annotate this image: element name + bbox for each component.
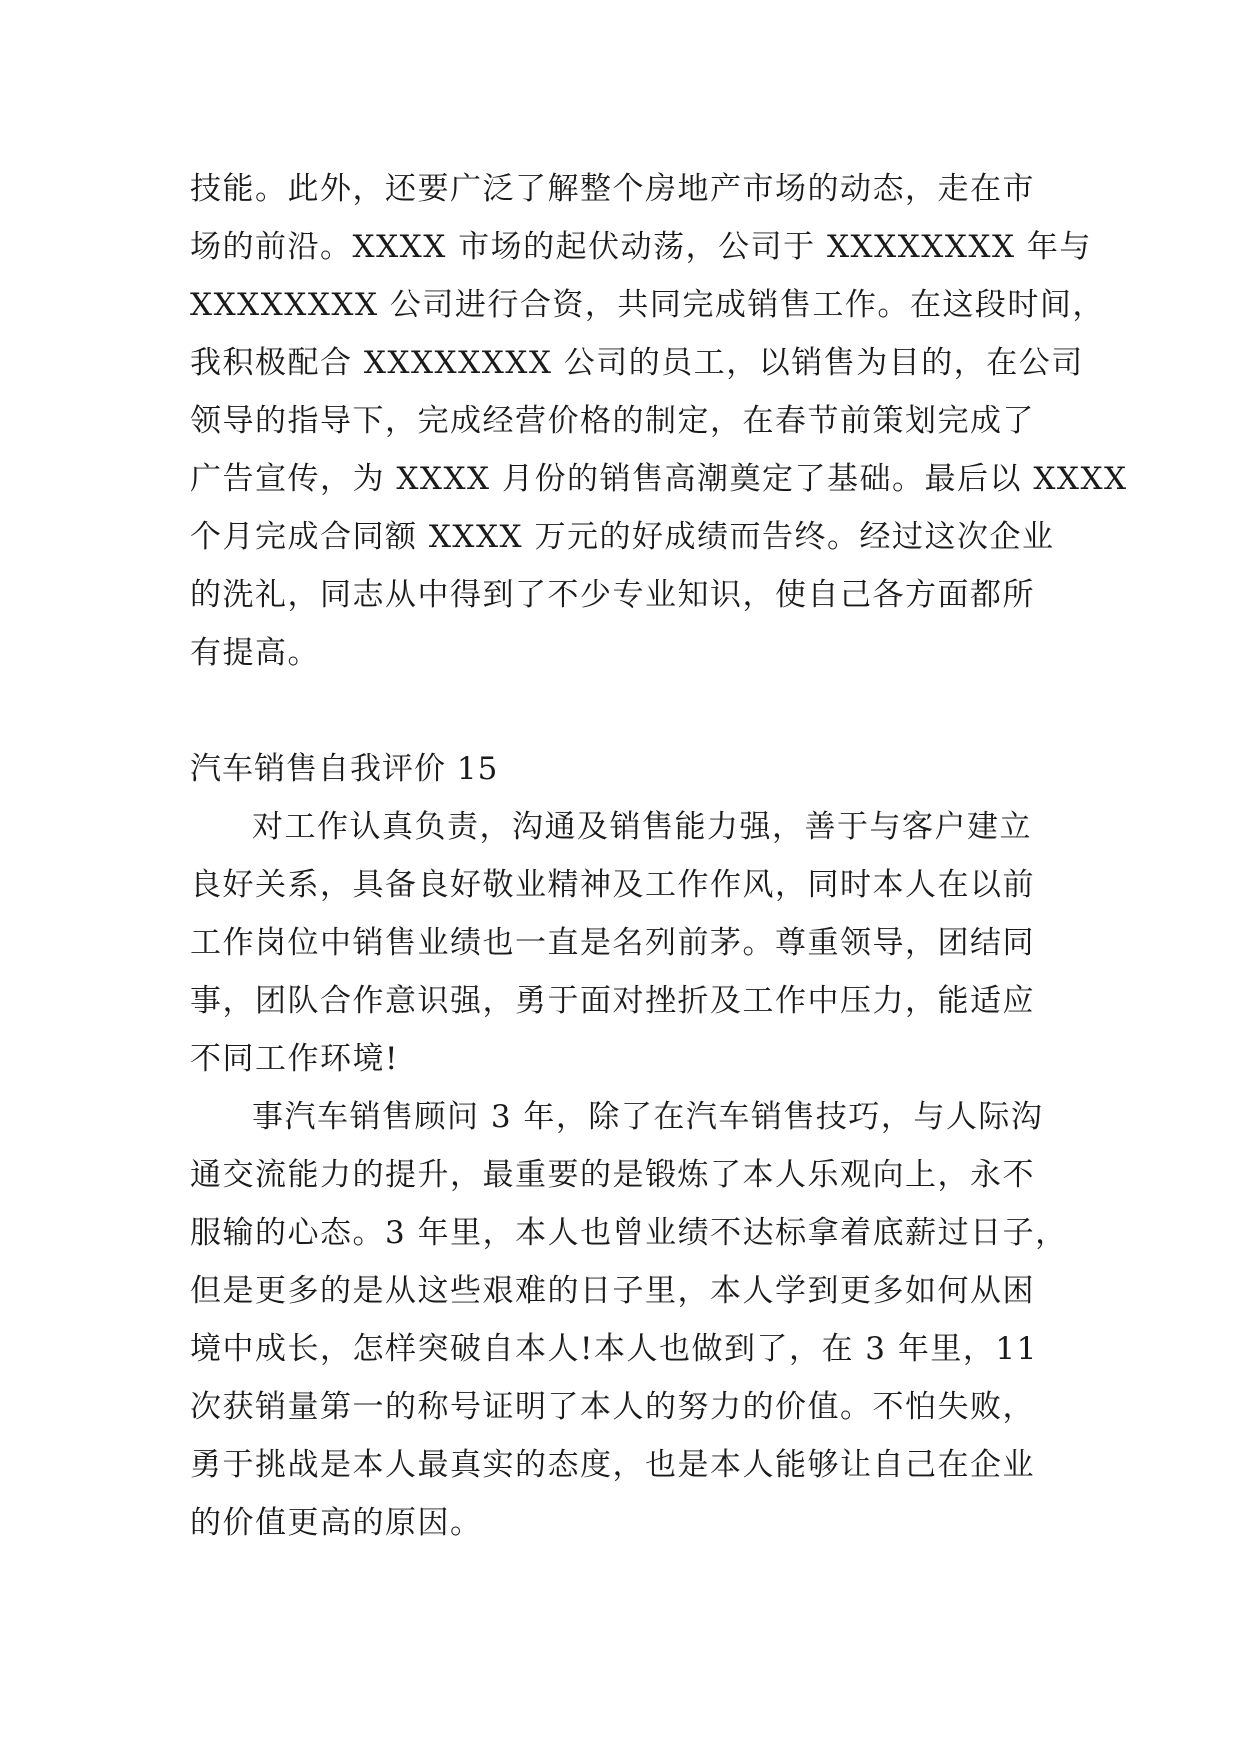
paragraph-line: 的价值更高的原因。: [190, 1505, 483, 1541]
paragraph-line: 技能。此外，还要广泛了解整个房地产市场的动态，走在市: [190, 171, 1035, 207]
document-body: [190, 160, 1128, 1552]
paragraph-line: 对工作认真负责，沟通及销售能力强，善于与客户建立: [252, 809, 1032, 845]
paragraph-line: 个月完成合同额 XXXX 万元的好成绩而告终。经过这次企业: [190, 519, 1055, 555]
paragraph-line: XXXXXXXX 公司进行合资，共同完成销售工作。在这段时间，: [190, 287, 1105, 323]
paragraph-sales-experience: [190, 1088, 1068, 1552]
paragraph-line: 领导的指导下，完成经营价格的制定，在春节前策划完成了: [190, 403, 1035, 439]
paragraph-line: 通交流能力的提升，最重要的是锻炼了本人乐观向上，永不: [190, 1157, 1035, 1193]
paragraph-line: 有提高。: [190, 635, 320, 671]
paragraph-line: 工作岗位中销售业绩也一直是名列前茅。尊重领导，团结同: [190, 925, 1035, 961]
paragraph-real-estate: [190, 160, 1128, 682]
section-heading: 汽车销售自我评价 15: [190, 751, 499, 787]
paragraph-line: 境中成长，怎样突破自本人!本人也做到了，在 3 年里，11: [190, 1331, 1038, 1367]
paragraph-line: 的洗礼，同志从中得到了不少专业知识，使自己各方面都所: [190, 577, 1035, 613]
paragraph-line: 我积极配合 XXXXXXXX 公司的员工，以销售为目的，在公司: [190, 345, 1084, 381]
paragraph-line: 良好关系，具备良好敬业精神及工作作风，同时本人在以前: [190, 867, 1035, 903]
paragraph-work-attitude: [190, 798, 1058, 1088]
paragraph-spacer: [190, 682, 1058, 740]
paragraph-line: 不同工作环境!: [190, 1041, 399, 1077]
paragraph-line: 广告宣传，为 XXXX 月份的销售高潮奠定了基础。最后以 XXXX: [190, 461, 1128, 497]
paragraph-line: 场的前沿。XXXX 市场的起伏动荡，公司于 XXXXXXXX 年与: [190, 229, 1092, 265]
paragraph-line: 次获销量第一的称号证明了本人的努力的价值。不怕失败，: [190, 1389, 1035, 1425]
paragraph-line: 勇于挑战是本人最真实的态度，也是本人能够让自己在企业: [190, 1447, 1035, 1483]
paragraph-line: 服输的心态。3 年里，本人也曾业绩不达标拿着底薪过日子，: [190, 1215, 1068, 1251]
paragraph-line: 但是更多的是从这些艰难的日子里，本人学到更多如何从困: [190, 1273, 1035, 1309]
paragraph-line: 事汽车销售顾问 3 年，除了在汽车销售技巧，与人际沟: [252, 1099, 1044, 1135]
paragraph-line: 事，团队合作意识强，勇于面对挫折及工作中压力，能适应: [190, 983, 1035, 1019]
